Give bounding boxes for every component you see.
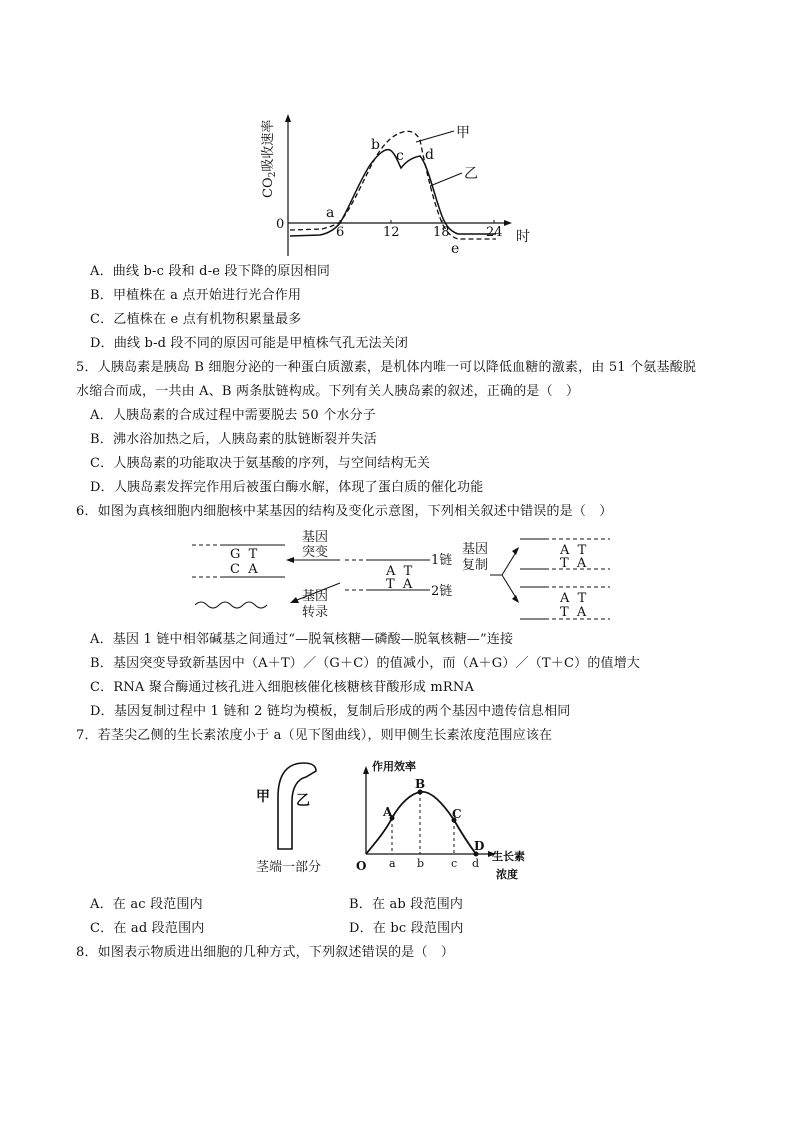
q7-option-d: D．在 bc 段范围内 — [349, 921, 464, 936]
tick-b: b — [417, 857, 425, 870]
mutated-bottom-bases: C A — [230, 562, 258, 577]
y-label-post: 吸收速率 — [261, 119, 276, 172]
rep2-top-bases: A T — [560, 591, 587, 606]
q6-option-d: D．基因复制过程中 1 链和 2 链均为模板，复制后形成的两个基因中遗传信息相同 — [90, 704, 571, 719]
stem-tip-sketch — [250, 757, 350, 887]
point-b: b — [371, 137, 380, 153]
tick-d: d — [472, 857, 480, 870]
y-label-pre: CO — [261, 177, 276, 198]
strand-2-label: 2链 — [431, 584, 453, 599]
effect-curve — [366, 792, 476, 854]
label-replication-1: 基因 — [462, 542, 489, 557]
label-jia: 甲 — [456, 125, 470, 141]
svg-text:CO2吸收速率 — [260, 120, 278, 198]
mutation-arrow-icon — [286, 557, 294, 563]
tick-12: 12 — [383, 225, 400, 240]
stem-caption: 茎端一部分 — [256, 860, 322, 875]
q6-stem: 6．如图为真核细胞内细胞核中某基因的结构及变化示意图，下列相关叙述中错误的是（ ） — [76, 504, 613, 519]
rep1-bottom-bases: T A — [560, 556, 587, 571]
point-D-label: D — [474, 839, 485, 853]
point-C-label: C — [452, 807, 462, 821]
x-axis-label-1: 生长素 — [492, 850, 525, 863]
q7-stem: 7．若茎尖乙侧的生长素浓度小于 a（见下图曲线），则甲侧生长素浓度范围应该在 — [76, 728, 553, 743]
q5-option-c: C．人胰岛素的功能取决于氨基酸的序列，与空间结构无关 — [90, 456, 431, 471]
q6-option-b: B．基因突变导致新基因中（A＋T）／（G＋C）的值减小，而（A＋G）／（T＋C）的值增大 — [90, 656, 641, 671]
q7-option-a: A．在 ac 段范围内 — [90, 897, 203, 912]
q6-option-c: C．RNA 聚合酶通过核孔进入细胞核催化核糖核苷酸形成 mRNA — [90, 680, 475, 695]
side-jia-label: 甲 — [256, 789, 270, 805]
q5-option-d: D．人胰岛素发挥完作用后被蛋白酶水解，体现了蛋白质的催化功能 — [90, 480, 484, 495]
x-unit-label: 时 — [516, 229, 530, 245]
y-axis-arrow-icon — [363, 766, 369, 774]
tick-24: 24 — [486, 225, 503, 240]
rep1-top-bases: A T — [560, 543, 587, 558]
center-top-bases: A T — [386, 564, 413, 579]
center-bottom-bases: T A — [386, 577, 413, 592]
co2-absorption-chart — [258, 110, 538, 260]
q4-option-b: B．甲植株在 a 点开始进行光合作用 — [90, 288, 302, 303]
replication-arrow-down-icon — [512, 595, 519, 603]
gene-change-diagram — [190, 527, 620, 627]
tick-6: 6 — [336, 225, 345, 240]
x-axis-arrow-icon — [504, 220, 512, 226]
tick-a: a — [389, 857, 396, 870]
q4-option-a: A．曲线 b-c 段和 d-e 段下降的原因相同 — [90, 264, 331, 279]
q4-option-d: D．曲线 b-d 段不同的原因可能是甲植株气孔无法关闭 — [90, 336, 409, 351]
auxin-effect-chart — [352, 754, 542, 888]
q4-option-c: C．乙植株在 e 点有机物积累量最多 — [90, 312, 302, 327]
tick-18: 18 — [433, 225, 450, 240]
y-label-sub: 2 — [268, 171, 278, 178]
label-mutation-2: 突变 — [302, 545, 329, 560]
label-mutation-1: 基因 — [302, 530, 329, 545]
point-a: a — [326, 205, 335, 221]
tick-0: 0 — [276, 217, 285, 232]
q5-stem-line1: 5．人胰岛素是胰岛 B 细胞分泌的一种蛋白质激素，是机体内唯一可以降低血糖的激素，由 51 个氨基酸脱 — [76, 360, 697, 375]
point-d: d — [425, 147, 434, 163]
label-yi: 乙 — [464, 166, 478, 182]
point-A-label: A — [383, 805, 393, 819]
side-yi-label: 乙 — [296, 793, 310, 809]
q5-option-a: A．人胰岛素的合成过程中需要脱去 50 个水分子 — [90, 408, 376, 423]
y-axis-arrow-icon — [285, 114, 291, 122]
label-transcription-1: 基因 — [302, 589, 329, 604]
origin-label: O — [356, 859, 367, 873]
x-axis-label-2: 浓度 — [496, 868, 518, 881]
point-B-label: B — [415, 777, 426, 791]
replication-arrow-up-icon — [512, 547, 519, 555]
strand-1-label: 1链 — [431, 553, 453, 568]
label-transcription-2: 转录 — [302, 605, 329, 620]
q7-option-c: C．在 ad 段范围内 — [90, 921, 205, 936]
rep2-bottom-bases: T A — [560, 605, 587, 620]
mutated-top-bases: G T — [230, 547, 258, 562]
q5-stem-line2: 水缩合而成，一共由 A、B 两条肽链构成。下列有关人胰岛素的叙述，正确的是（ ） — [76, 384, 580, 399]
q7-option-b: B．在 ab 段范围内 — [349, 897, 464, 912]
y-axis-label: 作用效率 — [372, 760, 416, 773]
point-e: e — [451, 241, 460, 257]
q5-option-b: B．沸水浴加热之后，人胰岛素的肽链断裂并失活 — [90, 432, 377, 447]
tick-c: c — [451, 857, 458, 870]
q6-option-a: A．基因 1 链中相邻碱基之间通过“—脱氧核糖—磷酸—脱氧核糖—”连接 — [90, 632, 514, 647]
point-c: c — [396, 148, 404, 164]
q8-stem: 8．如图表示物质进出细胞的几种方式，下列叙述错误的是（ ） — [76, 945, 455, 960]
label-replication-2: 复制 — [462, 558, 489, 573]
